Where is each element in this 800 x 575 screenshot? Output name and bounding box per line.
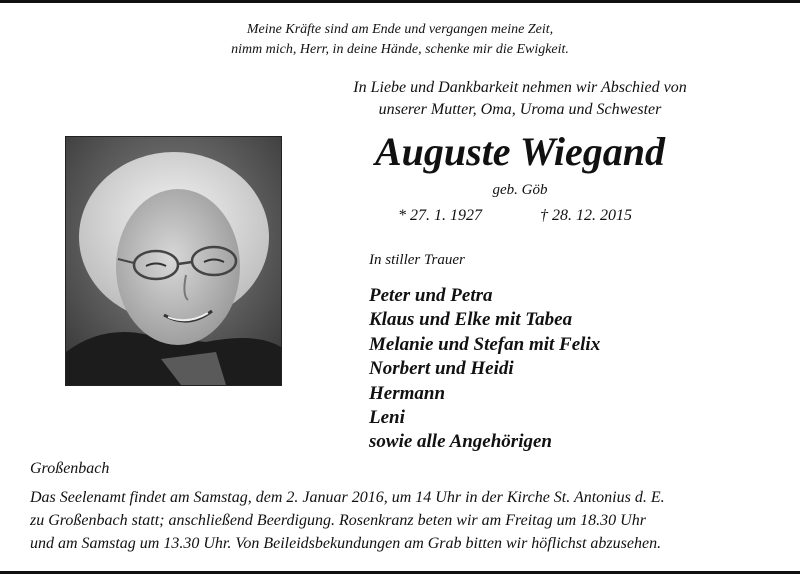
- portrait-image: [66, 137, 281, 385]
- bottom-rule: [0, 571, 800, 574]
- intro-line-1: In Liebe und Dankbarkeit nehmen wir Abschied von: [353, 79, 687, 96]
- notice-line-2: zu Großenbach statt; anschließend Beerdigung. Rosenkranz beten wir am Freitag um 18.30 Uhr: [30, 512, 646, 529]
- mourner: sowie alle Angehörigen: [369, 431, 552, 453]
- mourning-label: In stiller Trauer: [369, 252, 465, 268]
- mourner: Norbert und Heidi: [369, 358, 514, 380]
- death-date: † 28. 12. 2015: [540, 207, 632, 224]
- mourners-list: [369, 284, 600, 455]
- mourner: Melanie und Stefan mit Felix: [369, 333, 601, 355]
- birth-name: geb. Göb: [492, 182, 548, 198]
- verse-line-2: nimm mich, Herr, in deine Hände, schenke mir die Ewigkeit.: [231, 42, 569, 57]
- mourner: Hermann: [369, 382, 446, 404]
- verse-line-1: Meine Kräfte sind am Ende und vergangen meine Zeit,: [246, 22, 554, 37]
- deceased-name: Auguste Wiegand: [374, 129, 666, 174]
- notice-line-1: Das Seelenamt findet am Samstag, dem 2. Januar 2016, um 14 Uhr in der Kirche St. Antonius d. E.: [30, 489, 665, 506]
- mourner: Leni: [369, 407, 405, 429]
- mourner: Peter und Petra: [369, 285, 493, 306]
- birth-date: * 27. 1. 1927: [398, 207, 482, 224]
- intro-line-2: unserer Mutter, Oma, Uroma und Schwester: [378, 101, 662, 118]
- notice-line-3: und am Samstag um 13.30 Uhr. Von Beileidsbekundungen am Grab bitten wir höflichst abzusehen.: [30, 535, 662, 552]
- place-name: Großenbach: [30, 460, 110, 477]
- top-rule: [0, 0, 800, 3]
- portrait-photo: [65, 136, 282, 386]
- mourner: Klaus und Elke mit Tabea: [369, 309, 573, 331]
